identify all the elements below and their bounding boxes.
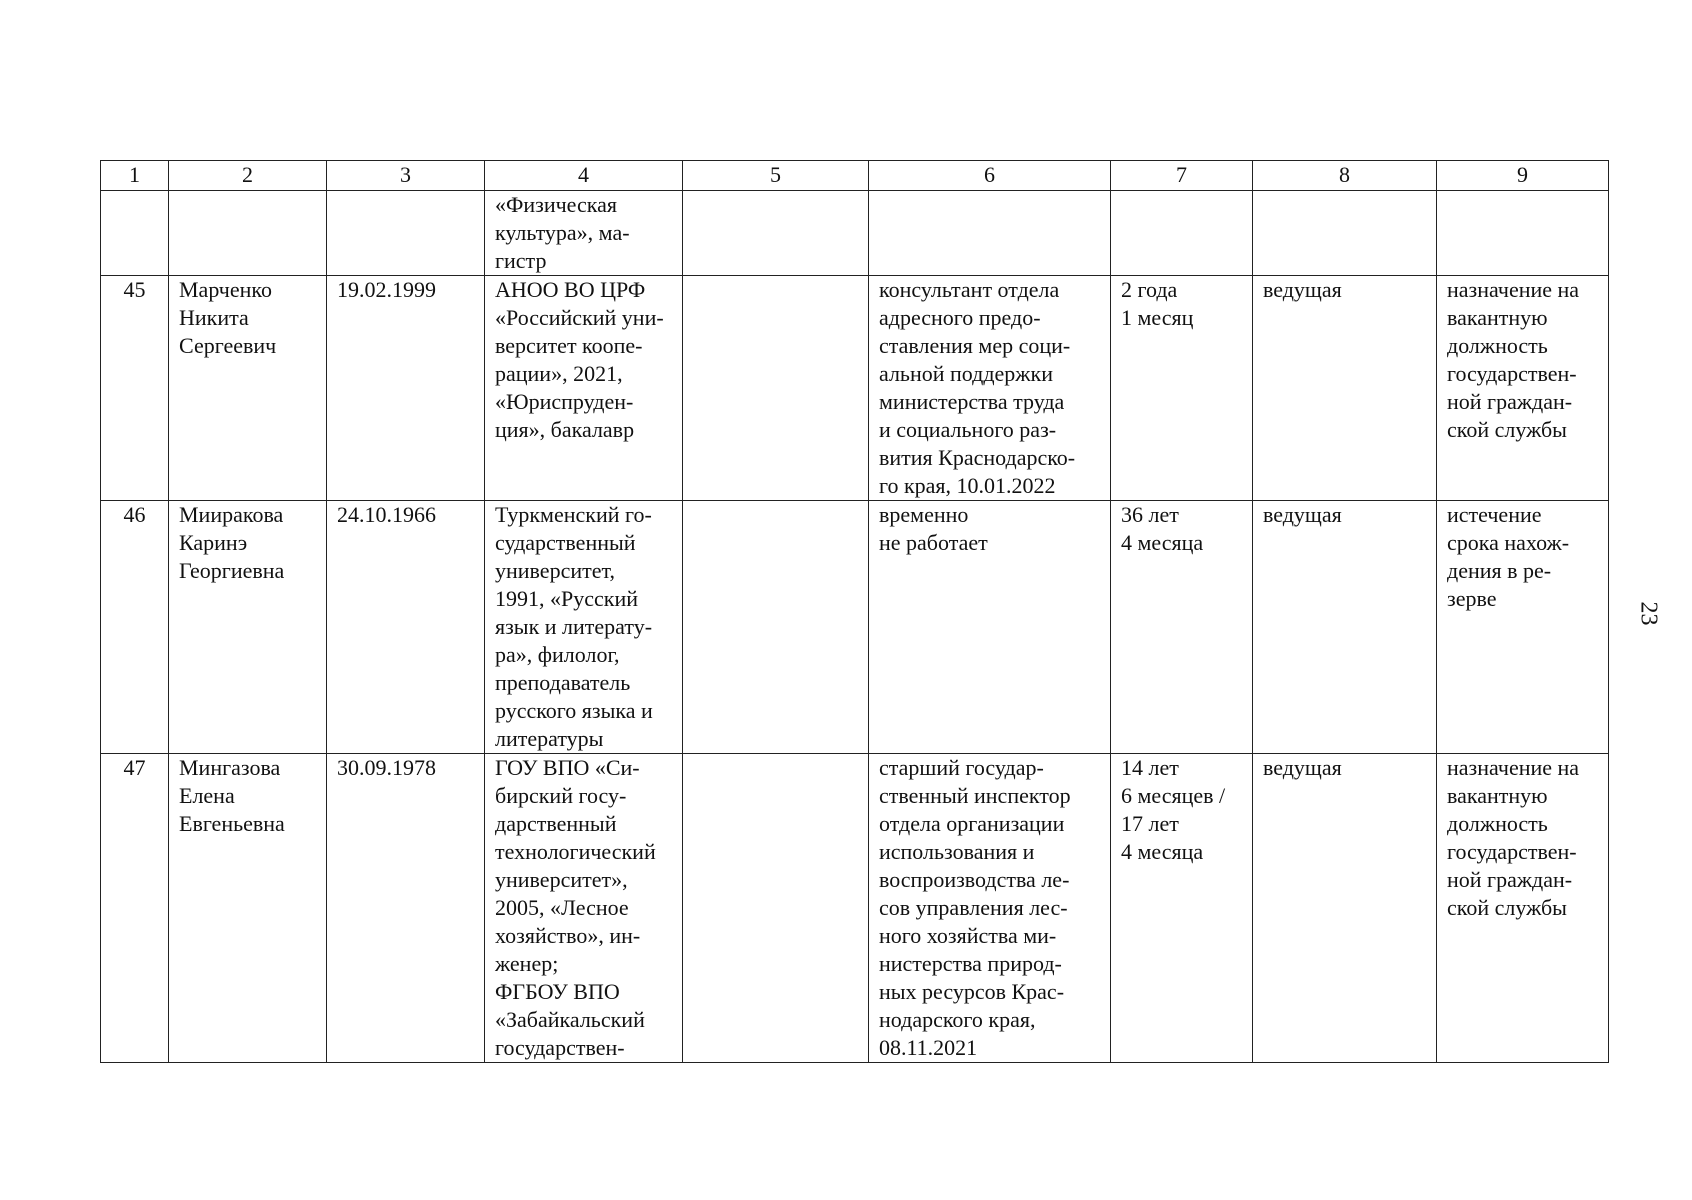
position-cell	[869, 191, 1111, 276]
header-cell-7: 7	[1111, 161, 1253, 191]
basis-cell	[1437, 191, 1609, 276]
row-number	[101, 191, 169, 276]
header-cell-4: 4	[485, 161, 683, 191]
full-name-cell: Мииракова Каринэ Георгиевна	[169, 501, 327, 754]
position-group-cell	[1253, 191, 1437, 276]
header-cell-6: 6	[869, 161, 1111, 191]
full-name-cell: Мингазова Елена Евгеньевна	[169, 754, 327, 1063]
full-name-cell	[169, 191, 327, 276]
education-cell: АНОО ВО ЦРФ «Российский уни- верситет коопе- рации», 2021, «Юриспруден- ция», бакалавр	[485, 276, 683, 501]
header-cell-1: 1	[101, 161, 169, 191]
row-number: 46	[101, 501, 169, 754]
position-group-cell: ведущая	[1253, 754, 1437, 1063]
table-row-continuation	[101, 191, 1609, 276]
position-group-cell: ведущая	[1253, 276, 1437, 501]
birth-date-cell: 19.02.1999	[327, 276, 485, 501]
reserve-table	[100, 160, 1609, 1063]
header-cell-5: 5	[683, 161, 869, 191]
experience-cell	[1111, 191, 1253, 276]
experience-cell: 36 лет 4 месяца	[1111, 501, 1253, 754]
table-row	[101, 276, 1609, 501]
position-cell: временно не работает	[869, 501, 1111, 754]
header-row	[101, 161, 1609, 191]
column-5-cell	[683, 754, 869, 1063]
row-number: 47	[101, 754, 169, 1063]
header-cell-3: 3	[327, 161, 485, 191]
position-cell: консультант отдела адресного предо- ставления мер соци- альной поддержки министерства труда и социального раз- вития Краснодарско- го края, 10.01.2022	[869, 276, 1111, 501]
table-row	[101, 501, 1609, 754]
page-number: 23	[1635, 601, 1662, 626]
full-name-cell: Марченко Никита Сергеевич	[169, 276, 327, 501]
position-cell: старший государ- ственный инспектор отдела организации использования и воспроизводства ле- сов управления лес- ного хозяйства ми- нистерства природ- ных ресурсов Крас- нодарского края, 08.11.2021	[869, 754, 1111, 1063]
position-group-cell: ведущая	[1253, 501, 1437, 754]
education-cell: «Физическая культура», ма- гистр	[485, 191, 683, 276]
education-cell: Туркменский го- сударственный университет, 1991, «Русский язык и литерату- ра», филолог, преподаватель русского языка и литературы	[485, 501, 683, 754]
basis-cell: истечение срока нахож- дения в ре- зерве	[1437, 501, 1609, 754]
basis-cell: назначение на вакантную должность государствен- ной граждан- ской службы	[1437, 754, 1609, 1063]
birth-date-cell	[327, 191, 485, 276]
experience-cell: 14 лет 6 месяцев / 17 лет 4 месяца	[1111, 754, 1253, 1063]
table-row	[101, 754, 1609, 1063]
birth-date-cell: 30.09.1978	[327, 754, 485, 1063]
education-cell: ГОУ ВПО «Си- бирский госу- дарственный технологический университет», 2005, «Лесное хозяйство», ин- женер; ФГБОУ ВПО «Забайкальский государствен-	[485, 754, 683, 1063]
column-5-cell	[683, 501, 869, 754]
header-cell-2: 2	[169, 161, 327, 191]
row-number: 45	[101, 276, 169, 501]
birth-date-cell: 24.10.1966	[327, 501, 485, 754]
experience-cell: 2 года 1 месяц	[1111, 276, 1253, 501]
column-5-cell	[683, 276, 869, 501]
header-cell-9: 9	[1437, 161, 1609, 191]
column-5-cell	[683, 191, 869, 276]
header-cell-8: 8	[1253, 161, 1437, 191]
basis-cell: назначение на вакантную должность государствен- ной граждан- ской службы	[1437, 276, 1609, 501]
